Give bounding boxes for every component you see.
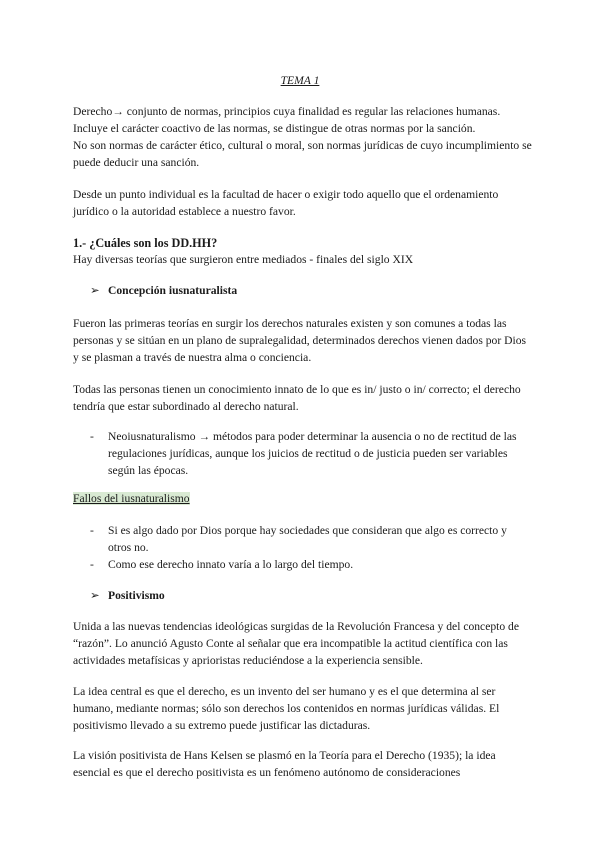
fallos-item-2-text: Como ese derecho innato varía a lo largo del tiempo. bbox=[108, 558, 354, 571]
intro-paragraph-1: Derecho→ conjunto de normas, principios cuya finalidad es regular las relaciones humanas. Incluye el carácter coactivo de las normas, se distingue de otras normas por la sanción. bbox=[73, 105, 501, 135]
positivismo-heading-text: Positivismo bbox=[108, 589, 165, 602]
arrow-bullet-icon: ➢ bbox=[90, 284, 100, 297]
positivismo-heading bbox=[90, 587, 165, 604]
iusnaturalista-heading-text: Concepción iusnaturalista bbox=[108, 284, 238, 297]
neoiusnaturalismo-text: Neoiusnaturalismo → métodos para poder determinar la ausencia o no de rectitud de las regulaciones jurídicas, aunque los juicios de rectitud o de justicia pueden ser variables según las épocas. bbox=[108, 430, 517, 477]
positivismo-paragraph-2: La idea central es que el derecho, es un invento del ser humano y es el que determina al ser humano, mediante normas; sólo son derechos los contenidos en normas jurídicas válidas. El positivismo llevado a su extremo puede justificar las dictaduras. bbox=[73, 685, 500, 732]
fallos-item-1 bbox=[90, 522, 530, 556]
fallos-item-1-text: Si es algo dado por Dios porque hay sociedades que consideran que algo es correcto y otros no. bbox=[108, 524, 507, 554]
positivismo-paragraph-3: La visión positivista de Hans Kelsen se plasmó en la Teoría para el Derecho (1935); la idea esencial es que el derecho positivista es un fenómeno autónomo de consideraciones bbox=[73, 749, 496, 779]
intro-paragraph-2: No son normas de carácter ético, cultural o moral, son normas jurídicas de cuyo incumplimiento se puede deducir una sanción. bbox=[73, 139, 532, 169]
iusnaturalista-heading bbox=[90, 282, 237, 299]
page-title: TEMA 1 bbox=[280, 74, 320, 87]
fallos-heading bbox=[73, 490, 533, 507]
fallos-heading-text: Fallos del iusnaturalismo bbox=[73, 492, 190, 505]
arrow-bullet-icon: ➢ bbox=[90, 589, 100, 602]
section-1-subtitle: Hay diversas teorías que surgieron entre mediados - finales del siglo XIX bbox=[73, 253, 414, 266]
fallos-item-2 bbox=[90, 556, 530, 573]
dash-bullet: - bbox=[90, 430, 94, 443]
intro-paragraph-3: Desde un punto individual es la facultad de hacer o exigir todo aquello que el ordenamiento jurídico o la autoridad establece a nuestro favor. bbox=[73, 188, 499, 218]
section-1-heading: 1.- ¿Cuáles son los DD.HH? bbox=[73, 236, 218, 250]
iusnaturalista-paragraph-2: Todas las personas tienen un conocimiento innato de lo que es in/ justo o in/ correcto; el derecho tendría que estar subordinado al derecho natural. bbox=[73, 383, 521, 413]
positivismo-paragraph-1: Unida a las nuevas tendencias ideológicas surgidas de la Revolución Francesa y del concepto de “razón”. Lo anunció Agusto Conte al señalar que era incompatible la actitud científica con las actividades metafísicas y aprioristas reduciéndose a la experiencia sensible. bbox=[73, 620, 520, 667]
neoiusnaturalismo-item bbox=[90, 428, 530, 479]
dash-bullet: - bbox=[90, 524, 94, 537]
dash-bullet: - bbox=[90, 558, 94, 571]
iusnaturalista-paragraph-1: Fueron las primeras teorías en surgir los derechos naturales existen y son comunes a todas las personas y se sitúan en un plano de supralegalidad, determinados derechos vienen dados por Dios y se plasman a través de nuestra alma o conciencia. bbox=[73, 317, 526, 364]
